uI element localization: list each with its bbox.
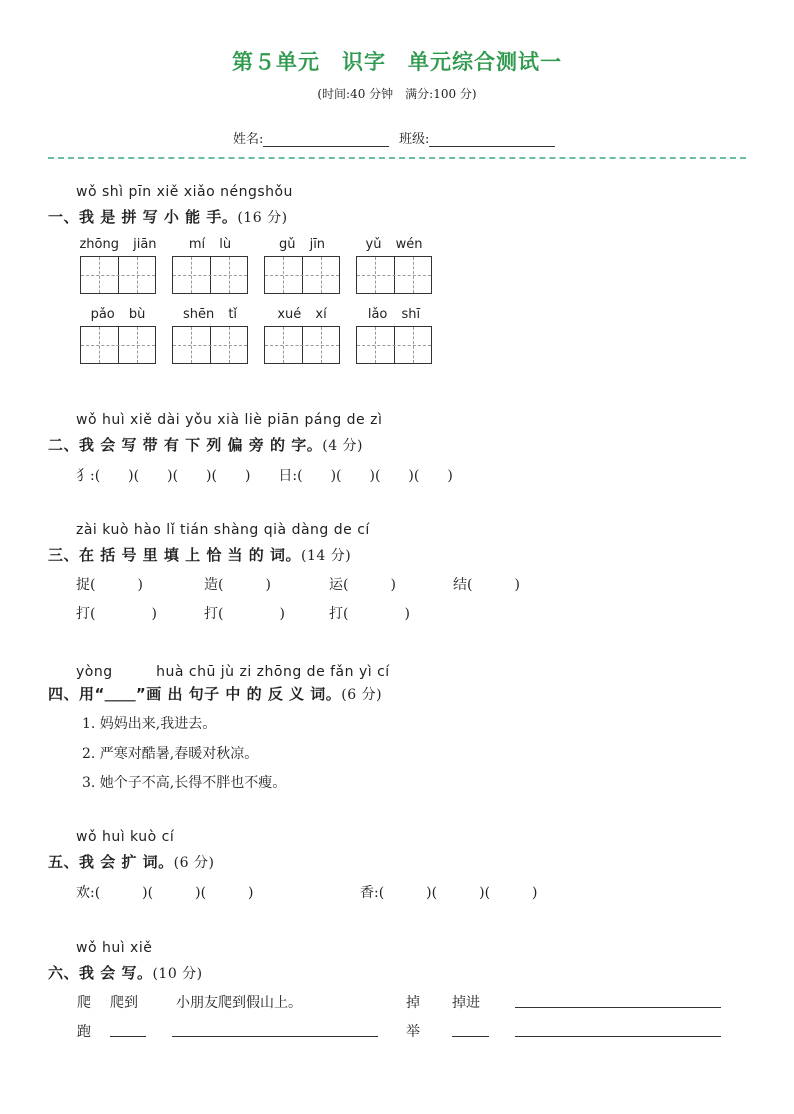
sec5-pinyin: wǒ huì kuò cí [76,829,175,845]
page-title: 第５单元 识字 单元综合测试一 [232,50,562,74]
sec3-points: (14 分) [301,548,352,564]
char-label: 跑 [77,1024,91,1040]
expand-word-left[interactable]: 欢:( )( )( ) [76,885,254,901]
writing-grid-box[interactable] [356,326,432,364]
word-label: 爬到 [110,995,138,1011]
class-blank[interactable] [429,132,555,147]
box-pinyin: yǔ wén [365,237,423,252]
fill-item[interactable]: 造( ) [204,577,271,593]
name-blank[interactable] [263,132,389,147]
char-label: 举 [406,1024,420,1040]
box-pinyin: xué xí [277,307,327,322]
name-label: 姓名: [233,132,264,147]
sec4-points: (6 分) [341,687,383,703]
sec6-title [48,962,203,983]
sec6-pinyin: wǒ huì xiě [76,940,153,956]
dashed-divider [48,157,746,159]
writing-grid-box[interactable] [264,326,340,364]
sec1-points: (16 分) [237,210,288,226]
sec2-points: (4 分) [322,438,364,454]
answer-blank[interactable] [172,1036,378,1037]
class-label: 班级: [399,132,430,147]
box-pinyin: mí lù [188,237,232,252]
fill-item[interactable]: 结( ) [453,577,520,593]
sec6-points: (10 分) [152,966,203,982]
sentence-item: 3. 她个子不高,长得不胖也不瘦。 [82,775,287,791]
box-pinyin: shēn tǐ [182,307,238,322]
sec2-pinyin: wǒ huì xiě dài yǒu xià liè piān páng de zì [76,412,383,428]
sec3-title-text: 三、在 括 号 里 填 上 恰 当 的 词。 [48,546,302,564]
sec1-pinyin: wǒ shì pīn xiě xiǎo néngshǒu [76,184,293,200]
sec5-title [48,851,214,872]
sec5-title-text: 五、我 会 扩 词。 [48,853,174,871]
writing-grid-box[interactable] [80,256,156,294]
page-subtitle: (时间:40 分钟 满分:100 分) [317,87,477,101]
box-pinyin: gǔ jīn [278,237,326,252]
writing-grid-box[interactable] [264,256,340,294]
box-pinyin: lǎo shī [367,307,421,322]
sec2-title-text: 二、我 会 写 带 有 下 列 偏 旁 的 字。 [48,436,323,454]
writing-grid-box[interactable] [172,256,248,294]
sec1-title [48,206,288,227]
sentence-item: 2. 严寒对酷暑,春暖对秋凉。 [82,746,259,762]
answer-blank[interactable] [515,1007,721,1008]
name-field [233,128,389,147]
sec4-title-text: 四、用“＿＿”画 出 句子 中 的 反 义 词。 [48,685,342,703]
writing-grid-box[interactable] [80,326,156,364]
box-pinyin: zhōng jiān [79,237,157,252]
expand-word-right[interactable]: 香:( )( )( ) [360,885,538,901]
char-label: 爬 [77,995,91,1011]
sec4-title [48,683,382,704]
sec6-title-text: 六、我 会 写。 [48,964,153,982]
sec5-points: (6 分) [173,855,215,871]
sentence-item: 1. 妈妈出来,我进去。 [82,716,217,732]
class-field [399,128,555,147]
fill-item[interactable]: 打( ) [204,606,285,622]
fill-item[interactable]: 打( ) [329,606,410,622]
box-pinyin: pǎo bù [90,307,146,322]
writing-grid-box[interactable] [172,326,248,364]
fill-item[interactable]: 捉( ) [76,577,143,593]
fill-item[interactable]: 打( ) [76,606,157,622]
answer-blank[interactable] [110,1036,146,1037]
sec3-title [48,544,351,565]
answer-blank[interactable] [452,1036,489,1037]
sec4-pinyin: yòng huà chū jù zi zhōng de fǎn yì cí [76,664,390,680]
char-label: 掉 [406,995,420,1011]
sec1-title-text: 一、我 是 拼 写 小 能 手。 [48,208,238,226]
sec2-answer-line[interactable]: 犭:( )( )( )( ) 日:( )( )( )( ) [76,468,453,484]
sec3-pinyin: zài kuò hào lǐ tián shàng qià dàng de cí [76,522,370,538]
writing-grid-box[interactable] [356,256,432,294]
example-sentence: 小朋友爬到假山上。 [176,995,302,1011]
word-label: 掉进 [452,995,480,1011]
fill-item[interactable]: 运( ) [329,577,396,593]
answer-blank[interactable] [515,1036,721,1037]
sec2-title [48,434,363,455]
